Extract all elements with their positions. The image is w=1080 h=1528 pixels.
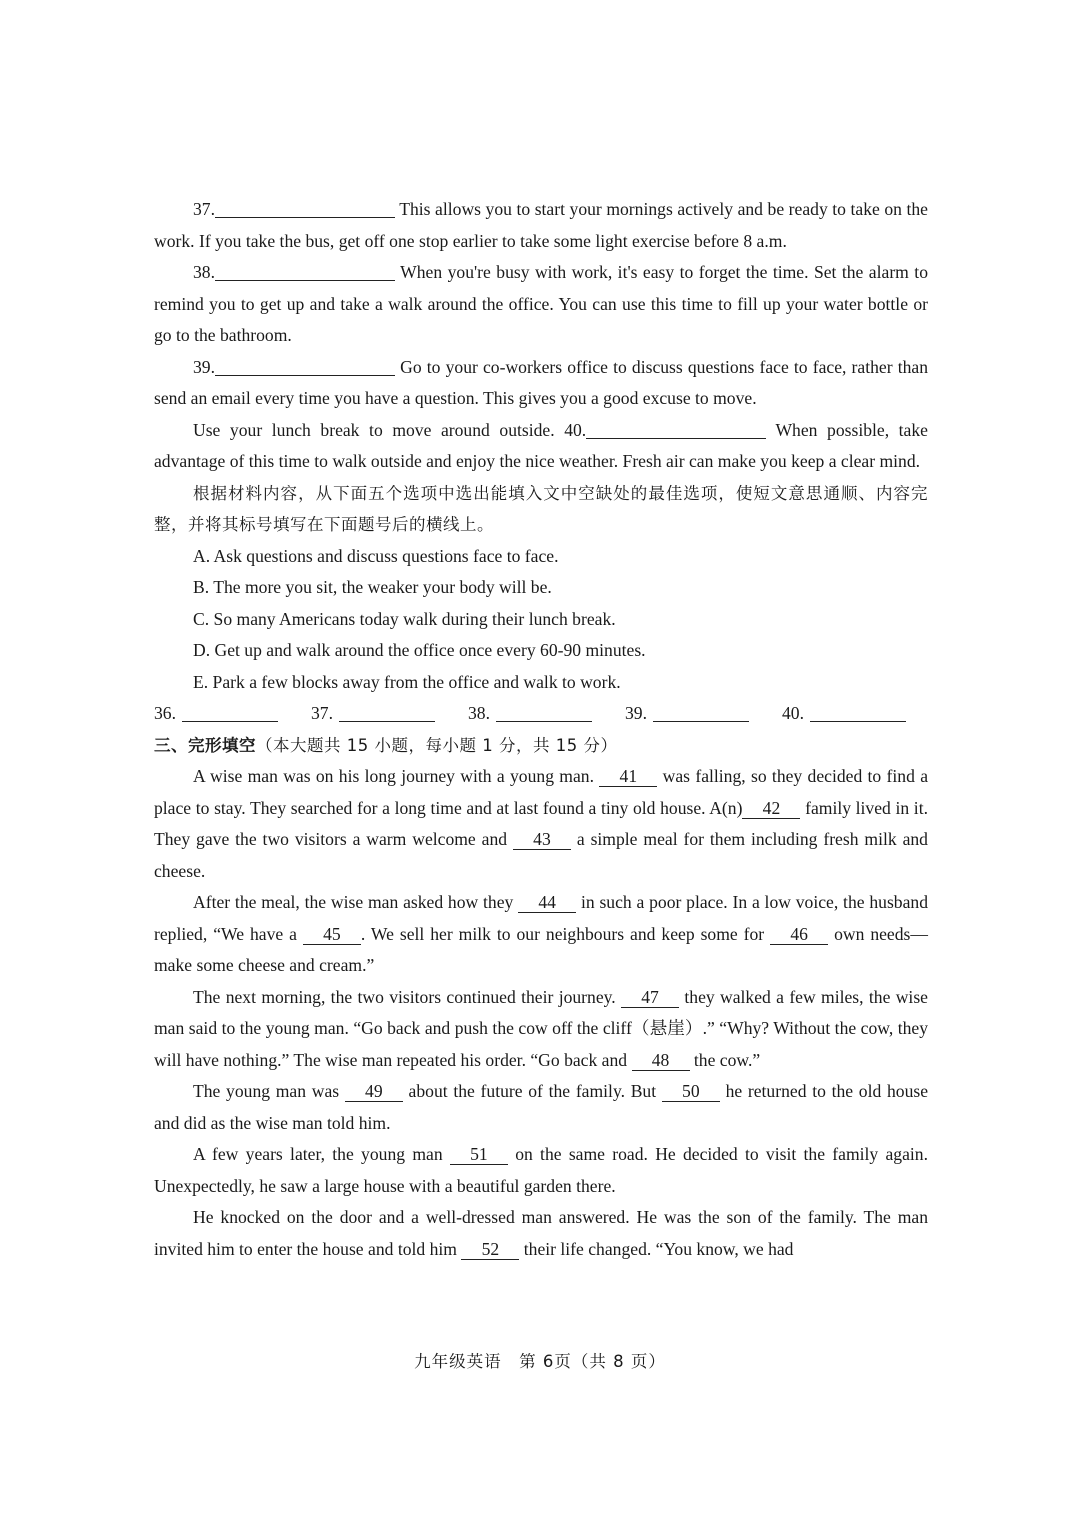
answer-slot-40 (782, 698, 906, 730)
paragraph-text: A few years later, the young man (193, 1144, 443, 1164)
option-e: E. Park a few blocks away from the office and walk to work. (193, 671, 621, 692)
cloze-blank-46[interactable]: 46 (770, 925, 828, 945)
answer-label: 38. (468, 703, 490, 723)
answer-line[interactable] (653, 701, 749, 722)
cloze-paragraph-2 (154, 887, 928, 982)
answer-slot-37 (311, 698, 435, 730)
cloze-blank-44[interactable]: 44 (518, 893, 576, 913)
cloze-blank-49[interactable]: 49 (345, 1082, 403, 1102)
cloze-blank-43[interactable]: 43 (513, 830, 571, 850)
cloze-blank-45[interactable]: 45 (303, 925, 361, 945)
paragraph-text: A wise man was on his long journey with a young man. (193, 766, 594, 786)
cloze-blank-50[interactable]: 50 (662, 1082, 720, 1102)
paragraph-text: their life changed. “You know, we had (523, 1238, 794, 1259)
paragraph-text: Use your lunch break to move around outside. 40. (193, 419, 587, 440)
cloze-blank-51[interactable]: 51 (450, 1145, 508, 1165)
cloze-paragraph-6 (154, 1202, 928, 1265)
question-number: 38. (193, 262, 215, 282)
answer-line[interactable] (496, 701, 592, 722)
paragraph-text: . We sell her milk to our neighbours and keep some for (360, 923, 765, 944)
cloze-blank-47[interactable]: 47 (621, 988, 679, 1008)
paragraph-text: about the future of the family. But (408, 1081, 657, 1101)
answer-row (154, 698, 928, 730)
page-footer: 九年级英语 第 6页（共 8 页） (414, 1352, 666, 1371)
answer-line[interactable] (182, 701, 278, 722)
paragraph-text: When you're busy with work, it's easy to forget the time. Set the alarm to remind you to get up and take a walk around the office. You can use this time to fill up your water bottle or go to the bathroom. (154, 262, 928, 345)
answer-label: 36. (154, 703, 176, 723)
question-number: 37. (193, 199, 215, 219)
paragraph-text: The young man was (193, 1081, 340, 1101)
paragraph-text: on the same road. He decided to visit the family again. Unexpectedly, he saw a large house with a beautiful garden there. (154, 1144, 928, 1196)
option-d: D. Get up and walk around the office once every 60-90 minutes. (193, 640, 646, 660)
option-b: B. The more you sit, the weaker your body will be. (193, 577, 552, 597)
paragraph-text: Go to your co-workers office to discuss questions face to face, rather than send an email every time you have a question. This gives you a good excuse to move. (154, 356, 928, 408)
cloze-paragraph-1 (154, 761, 928, 887)
paragraph-text: family lived in it. They gave the two visitors a warm welcome and (154, 797, 928, 849)
cloze-blank-42[interactable]: 42 (742, 799, 800, 819)
answer-blank-38[interactable] (215, 260, 395, 281)
paragraph-text: he returned to the old house and did as the wise man told him. (154, 1081, 929, 1133)
answer-slot-36 (154, 698, 278, 730)
cloze-paragraph-3 (154, 982, 928, 1077)
answer-slot-38 (468, 698, 592, 730)
paragraph-text: the cow.” (693, 1049, 761, 1070)
answer-label: 37. (311, 703, 333, 723)
cloze-blank-48[interactable]: 48 (632, 1051, 690, 1071)
paragraph-text: He knocked on the door and a well-dressed man answered. He was the son of the family. The man invited him to enter the house and told him (154, 1207, 928, 1259)
option-c: C. So many Americans today walk during their lunch break. (193, 608, 616, 629)
paragraph-text: After the meal, the wise man asked how they (193, 892, 514, 912)
cloze-blank-52[interactable]: 52 (461, 1240, 519, 1260)
answer-label: 39. (625, 703, 647, 723)
reading-paragraph-38 (154, 257, 928, 352)
section-note: （本大题共 15 小题，每小题 1 分，共 15 分） (256, 735, 618, 755)
paragraph-text: a simple meal for them including fresh milk and cheese. (154, 829, 928, 881)
cloze-paragraph-4 (154, 1076, 928, 1139)
section-heading (154, 730, 928, 762)
paragraph-text: own needs—make some cheese and cream.” (154, 923, 928, 975)
cloze-paragraph-5 (154, 1139, 928, 1202)
paragraph-text: When possible, take advantage of this time to walk outside and enjoy the nice weather. Fresh air can make you keep a clear mind. (154, 419, 928, 471)
paragraph-text: in such a poor place. In a low voice, the husband replied, “We have a (154, 892, 928, 944)
paragraph-text: they walked a few miles, the wise man said to the young man. “Go back and push the cow off the cliff（悬崖）.” “Why? Without the cow, they will have nothing.” The wise man repeated his order. “Go back and (154, 986, 928, 1070)
answer-slot-39 (625, 698, 749, 730)
answer-label: 40. (782, 703, 804, 723)
answer-blank-39[interactable] (215, 355, 395, 376)
reading-paragraph-40 (154, 415, 928, 478)
instruction-text: 根据材料内容，从下面五个选项中选出能填入文中空缺处的最佳选项，使短文意思通顺、内容完整，并将其标号填写在下面题号后的横线上。 (154, 483, 928, 534)
question-number: 39. (193, 356, 215, 377)
paragraph-text: The next morning, the two visitors continued their journey. (193, 986, 616, 1007)
paragraph-text: This allows you to start your mornings actively and be ready to take on the work. If you take the bus, get off one stop earlier to take some light exercise before 8 a.m. (154, 199, 928, 251)
paragraph-text: was falling, so they decided to find a place to stay. They searched for a long time and at last found a tiny old house. A(n) (154, 766, 929, 818)
reading-paragraph-39 (154, 352, 928, 415)
option-a: A. Ask questions and discuss questions face to face. (193, 545, 559, 566)
answer-line[interactable] (339, 701, 435, 722)
answer-blank-40[interactable] (586, 418, 766, 439)
exam-page (154, 194, 928, 1265)
answer-line[interactable] (810, 701, 906, 722)
reading-paragraph-37 (154, 194, 928, 257)
answer-blank-37[interactable] (215, 197, 395, 218)
cloze-blank-41[interactable]: 41 (599, 767, 657, 787)
section-title: 三、完形填空 (154, 735, 256, 755)
